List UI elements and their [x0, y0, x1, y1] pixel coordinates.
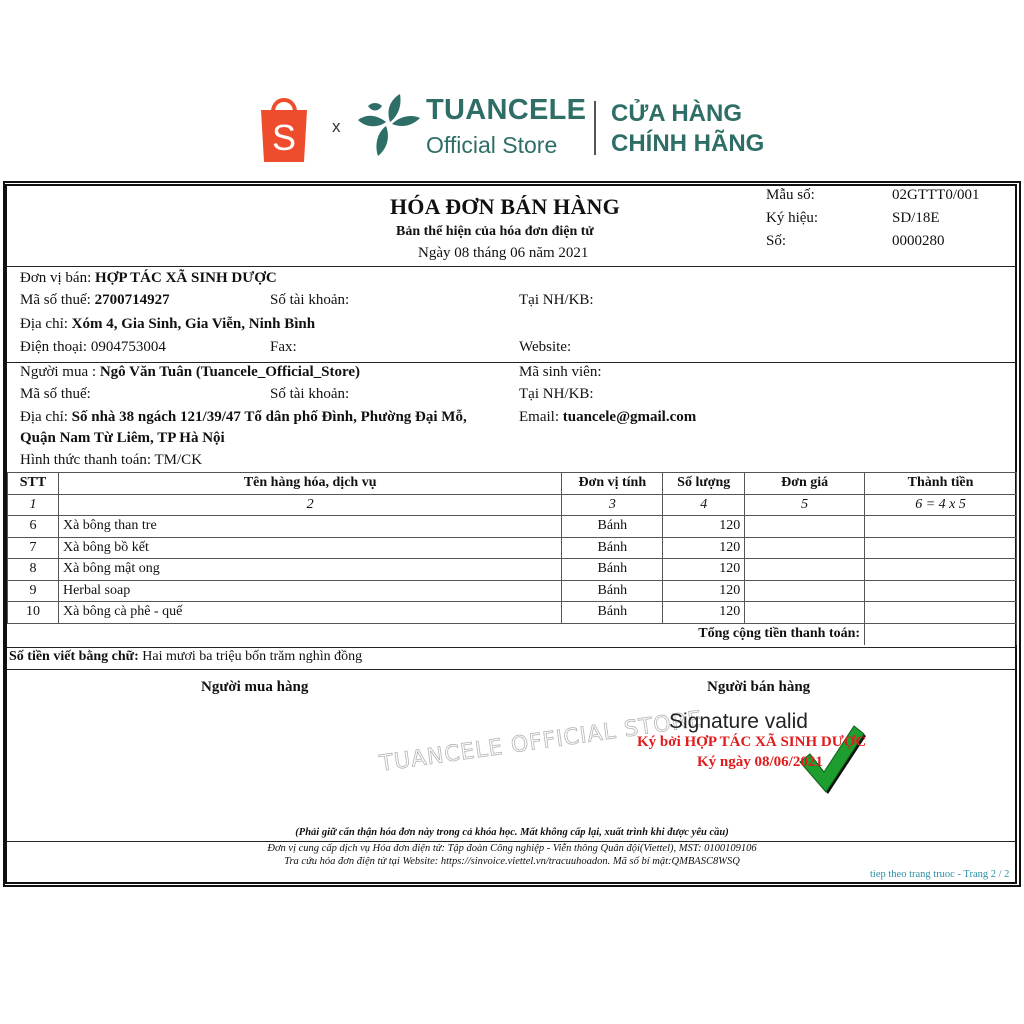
col-header-stt: STT [8, 473, 59, 495]
buyer-name: Ngô Văn Tuân (Tuancele_Official_Store) [99, 364, 360, 380]
index-cell: 2 [58, 494, 561, 516]
cell-unit: Bánh [562, 559, 663, 581]
table-row [8, 559, 1017, 581]
buyer-email: tuancele@gmail.com [562, 409, 697, 425]
brand-subtitle: Official Store [426, 132, 558, 158]
cell-unit: Bánh [562, 516, 663, 538]
buyer-student-id-label: Mã sinh viên: [519, 364, 602, 380]
brand-header [0, 0, 1024, 180]
cell-amount [865, 537, 1017, 559]
total-value [865, 623, 1017, 645]
buyer-name-label: Người mua : [20, 364, 97, 380]
table-row [8, 537, 1017, 559]
cell-amount [865, 580, 1017, 602]
cell-amount [865, 559, 1017, 581]
index-cell: 1 [8, 494, 59, 516]
cell-stt: 7 [8, 537, 59, 559]
seller-account-label: Số tài khoản: [270, 292, 350, 308]
col-header-name: Tên hàng hóa, dịch vụ [58, 473, 561, 495]
brand-name: TUANCELE [426, 94, 587, 126]
seller-tax-row [20, 292, 170, 309]
invoice-date: Ngày 08 tháng 06 năm 2021 [418, 245, 589, 261]
col-header-qty: Số lượng [663, 473, 745, 495]
cell-unit: Bánh [562, 602, 663, 624]
brand-tagline-2: CHÍNH HÃNG [611, 130, 765, 157]
cell-stt: 9 [8, 580, 59, 602]
buyer-signature-heading: Người mua hàng [201, 679, 309, 695]
brand-tagline-1: CỬA HÀNG [611, 100, 743, 127]
invoice-title: HÓA ĐƠN BÁN HÀNG [390, 194, 620, 219]
cell-qty: 120 [663, 602, 745, 624]
signed-date: Ký ngày 08/06/2021 [697, 754, 823, 770]
invoice-subtitle: Bản thể hiện của hóa đơn điện tử [396, 224, 594, 239]
cell-amount [865, 602, 1017, 624]
divider-words [7, 669, 1017, 670]
buyer-address-line2: Quận Nam Từ Liêm, TP Hà Nội [20, 430, 225, 446]
table-row [8, 580, 1017, 602]
cell-price [745, 559, 865, 581]
buyer-account-label: Số tài khoản: [270, 386, 350, 402]
seller-address-row [20, 316, 315, 333]
seller-signature-heading: Người bán hàng [707, 679, 811, 695]
cell-qty: 120 [663, 537, 745, 559]
index-cell: 6 = 4 x 5 [865, 494, 1017, 516]
index-cell: 5 [745, 494, 865, 516]
cell-stt: 6 [8, 516, 59, 538]
series-value: SD/18E [892, 210, 940, 226]
provider-note: Đơn vị cung cấp dịch vụ Hóa đơn điện tử: Tập đoàn Công nghiệp - Viễn thông Quân đội(Viettel), MST: 0100109106 [267, 843, 757, 854]
col-header-unit: Đơn vị tính [562, 473, 663, 495]
seller-name-row [20, 270, 277, 287]
buyer-email-row [519, 409, 696, 426]
leaf-cluster-icon [356, 92, 422, 158]
buyer-tax-label: Mã số thuế: [20, 386, 91, 402]
watermark: TUANCELE OFFICIAL STORE [378, 706, 705, 777]
seller-name: HỢP TÁC XÃ SINH DƯỢC [95, 270, 277, 286]
seller-website-label: Website: [519, 339, 572, 355]
buyer-address-label: Địa chỉ: [20, 409, 68, 425]
index-cell: 4 [663, 494, 745, 516]
cell-price [745, 537, 865, 559]
table-index-row [8, 494, 1017, 516]
cell-price [745, 516, 865, 538]
cell-unit: Bánh [562, 580, 663, 602]
keep-invoice-note: (Phải giữ cẩn thận hóa đơn này trong cả khóa học. Mất không cấp lại, xuất trình khi được yêu cầu) [295, 827, 729, 838]
signed-by: Ký bởi HỢP TÁC XÃ SINH DƯỢC [637, 734, 867, 750]
invoice-number-value: 0000280 [892, 233, 945, 249]
invoice-number-label: Số: [766, 233, 787, 249]
table-row [8, 516, 1017, 538]
cell-qty: 120 [663, 580, 745, 602]
seller-phone-row [20, 339, 166, 356]
template-code-label: Mẫu số: [766, 187, 815, 203]
page-indicator: tiep theo trang truoc - Trang 2 / 2 [870, 869, 1010, 880]
brand-separator: x [332, 117, 341, 136]
cell-qty: 120 [663, 559, 745, 581]
cell-name: Xà bông than tre [58, 516, 561, 538]
amount-in-words-value: Hai mươi ba triệu bốn trăm nghìn đồng [142, 649, 363, 664]
buyer-name-row [20, 364, 360, 381]
payment-method-row [20, 452, 202, 469]
seller-address: Xóm 4, Gia Sinh, Gia Viễn, Ninh Bình [71, 316, 316, 332]
cell-price [745, 580, 865, 602]
cell-name: Herbal soap [58, 580, 561, 602]
divider-seller [7, 362, 1017, 363]
cell-qty: 120 [663, 516, 745, 538]
table-total-row [8, 623, 1017, 645]
divider-title [7, 266, 1017, 267]
items-table [7, 472, 1017, 645]
table-header-row [8, 473, 1017, 495]
seller-address-label: Địa chỉ: [20, 316, 68, 332]
seller-bank-label: Tại NH/KB: [519, 292, 594, 308]
cell-name: Xà bông cà phê - quế [58, 602, 561, 624]
buyer-bank-label: Tại NH/KB: [519, 386, 594, 402]
seller-phone: 0904753004 [90, 339, 166, 355]
cell-name: Xà bông mật ong [58, 559, 561, 581]
signature-status: Signature valid [669, 710, 808, 733]
buyer-address-line1: Số nhà 38 ngách 121/39/47 Tổ dân phố Đình, Phường Đại Mỗ, [71, 409, 467, 425]
brand-divider [594, 101, 596, 155]
amount-in-words-row [9, 649, 362, 665]
table-row [8, 602, 1017, 624]
svg-text:S: S [271, 117, 297, 158]
divider-total [7, 647, 1017, 648]
payment-method-value: TM/CK [154, 452, 203, 468]
cell-unit: Bánh [562, 537, 663, 559]
template-code-value: 02GTTT0/001 [892, 187, 980, 203]
lookup-note: Tra cứu hóa đơn điện tử tại Website: https://sinvoice.viettel.vn/tracuuhoadon. Mã số bí mật:QMBASC8WSQ [284, 856, 740, 867]
cell-stt: 10 [8, 602, 59, 624]
cell-price [745, 602, 865, 624]
seller-name-label: Đơn vị bán: [20, 270, 92, 286]
payment-method-label: Hình thức thanh toán: [20, 452, 152, 468]
index-cell: 3 [562, 494, 663, 516]
col-header-price: Đơn giá [745, 473, 865, 495]
buyer-email-label: Email: [519, 409, 559, 425]
amount-in-words-label: Số tiền viết bằng chữ: [9, 649, 139, 664]
seller-tax-code: 2700714927 [94, 292, 170, 308]
cell-stt: 8 [8, 559, 59, 581]
total-label: Tổng cộng tiền thanh toán: [8, 623, 865, 645]
shopee-bag-icon [258, 90, 310, 164]
cell-amount [865, 516, 1017, 538]
seller-tax-label: Mã số thuế: [20, 292, 91, 308]
series-label: Ký hiệu: [766, 210, 819, 226]
seller-phone-label: Điện thoại: [20, 339, 88, 355]
cell-name: Xà bông bồ kết [58, 537, 561, 559]
divider-footer [7, 841, 1017, 842]
seller-fax-label: Fax: [270, 339, 297, 355]
col-header-amount: Thành tiền [865, 473, 1017, 495]
buyer-address-row [20, 409, 467, 426]
